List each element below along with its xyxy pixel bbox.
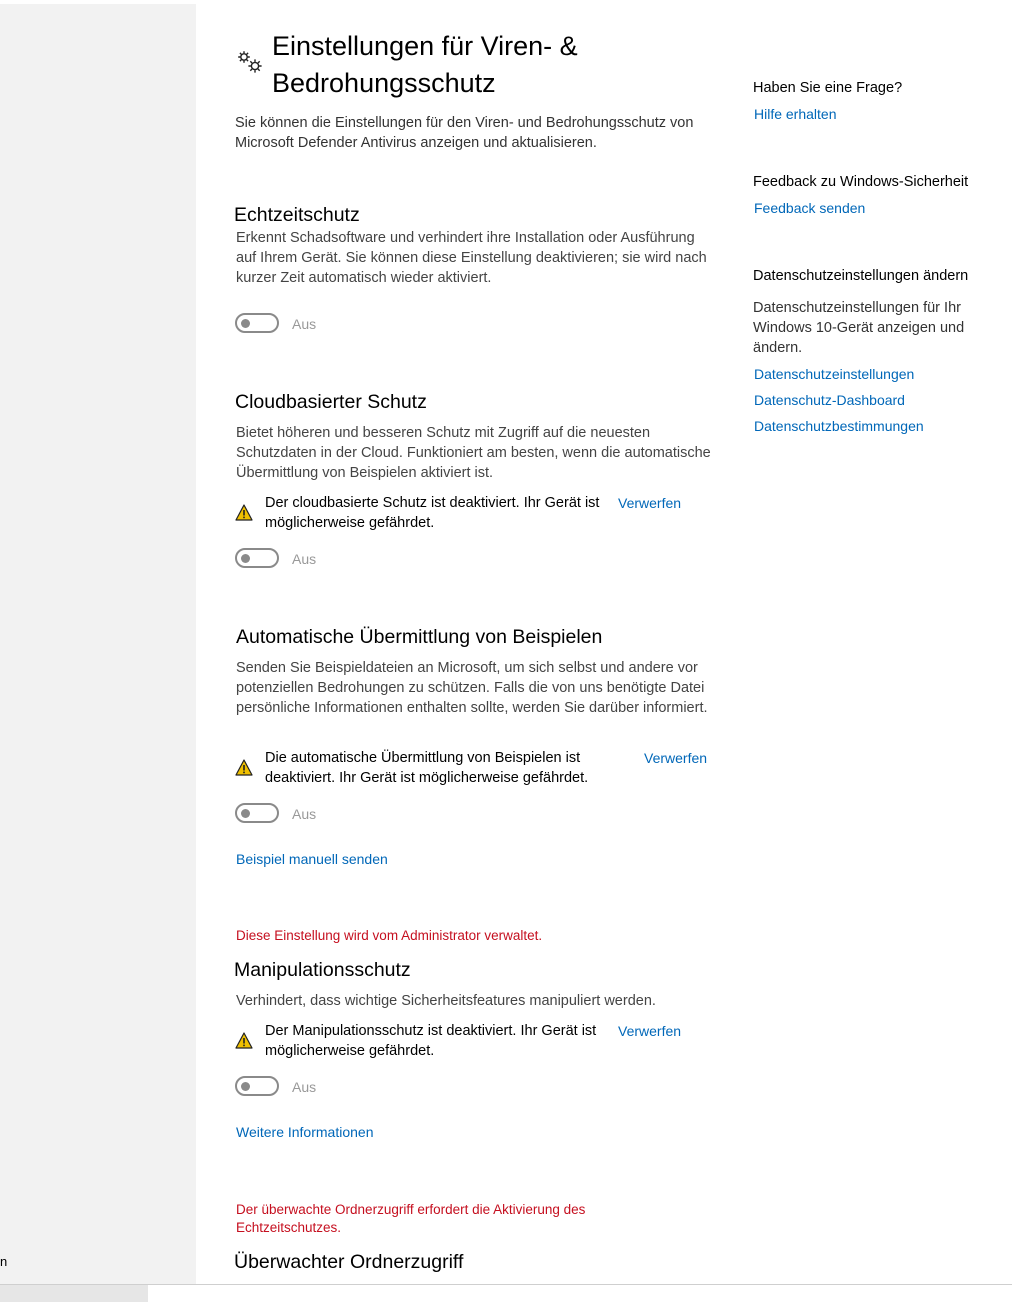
warning-icon xyxy=(235,1032,253,1049)
sample-submission-warning: Die automatische Übermittlung von Beispielen ist deaktiviert. Ihr Gerät ist möglicherweise gefährdet. xyxy=(265,750,589,786)
privacy-description: Datenschutzeinstellungen für Ihr Windows 10-Gerät anzeigen und ändern. xyxy=(753,300,965,356)
tamper-protection-toggle[interactable] xyxy=(235,1076,279,1096)
privacy-dashboard-link[interactable]: Datenschutz-Dashboard xyxy=(754,392,905,408)
cloud-protection-title: Cloudbasierter Schutz xyxy=(235,391,427,413)
navigation-sidebar xyxy=(0,4,196,1284)
question-heading: Haben Sie eine Frage? xyxy=(753,80,903,96)
realtime-protection-title: Echtzeitschutz xyxy=(234,204,360,226)
tamper-admin-note: Diese Einstellung wird vom Administrator verwaltet. xyxy=(236,928,543,943)
realtime-protection-toggle-state: Aus xyxy=(292,316,317,332)
get-help-link[interactable]: Hilfe erhalten xyxy=(754,106,837,122)
controlled-folder-access-title: Überwachter Ordnerzugriff xyxy=(234,1251,464,1273)
warning-icon xyxy=(235,759,253,776)
sample-submission-toggle[interactable] xyxy=(235,803,279,823)
gears-icon xyxy=(235,48,265,76)
sample-submission-description: Senden Sie Beispieldateien an Microsoft, um sich selbst und andere vor potenziellen Bedrohungen zu schützen. Falls die von uns benötigte Datei persönliche Informationen enthalten sollte, werden Sie darüber informiert. xyxy=(236,660,708,716)
toggle-knob xyxy=(241,809,250,818)
tamper-protection-dismiss-link[interactable]: Verwerfen xyxy=(618,1023,682,1039)
warning-icon xyxy=(235,504,253,521)
toggle-knob xyxy=(241,554,250,563)
sample-submission-dismiss-link[interactable]: Verwerfen xyxy=(644,750,708,766)
sample-submission-title: Automatische Übermittlung von Beispielen xyxy=(236,626,603,648)
page-description: Sie können die Einstellungen für den Viren- und Bedrohungsschutz von Microsoft Defender Antivirus anzeigen und aktualisieren. xyxy=(235,115,694,151)
sample-submission-toggle-state: Aus xyxy=(292,806,317,822)
cloud-protection-warning: Der cloudbasierte Schutz ist deaktiviert. Ihr Gerät ist möglicherweise gefährdet. xyxy=(265,495,600,531)
privacy-settings-link[interactable]: Datenschutzeinstellungen xyxy=(754,366,915,382)
more-information-link[interactable]: Weitere Informationen xyxy=(236,1124,374,1140)
main-content xyxy=(196,0,1012,1284)
toggle-knob xyxy=(241,319,250,328)
toggle-knob xyxy=(241,1082,250,1091)
cloud-protection-toggle-state: Aus xyxy=(292,551,317,567)
cloud-protection-dismiss-link[interactable]: Verwerfen xyxy=(618,495,682,511)
folder-access-admin-note: Der überwachte Ordnerzugriff erfordert die Aktivierung des Echtzeitschutzes. xyxy=(236,1202,586,1235)
bottom-bar-segment xyxy=(0,1285,148,1302)
tamper-protection-title: Manipulationsschutz xyxy=(234,959,411,981)
page-title: Einstellungen für Viren- & Bedrohungsschutz xyxy=(272,31,578,98)
feedback-heading: Feedback zu Windows-Sicherheit xyxy=(753,174,969,190)
tamper-protection-description: Verhindert, dass wichtige Sicherheitsfeatures manipuliert werden. xyxy=(236,993,656,1009)
privacy-statement-link[interactable]: Datenschutzbestimmungen xyxy=(754,418,924,434)
submit-sample-manually-link[interactable]: Beispiel manuell senden xyxy=(236,851,388,867)
cloud-protection-description: Bietet höheren und besseren Schutz mit Zugriff auf die neuesten Schutzdaten in der Cloud. Funktioniert am besten, wenn die automatische Übermittlung von Beispielen aktiviert ist. xyxy=(236,425,711,481)
privacy-heading: Datenschutzeinstellungen ändern xyxy=(753,268,969,284)
realtime-protection-toggle[interactable] xyxy=(235,313,279,333)
send-feedback-link[interactable]: Feedback senden xyxy=(754,200,866,216)
tamper-protection-toggle-state: Aus xyxy=(292,1079,317,1095)
window-bottom-edge xyxy=(0,1284,1012,1302)
sidebar-clipped-text: n xyxy=(0,1254,8,1269)
cloud-protection-toggle[interactable] xyxy=(235,548,279,568)
tamper-protection-warning: Der Manipulationsschutz ist deaktiviert. Ihr Gerät ist möglicherweise gefährdet. xyxy=(265,1023,597,1059)
realtime-protection-description: Erkennt Schadsoftware und verhindert ihre Installation oder Ausführung auf Ihrem Gerät. Sie können diese Einstellung deaktivieren; sie wird nach kurzer Zeit automatisch wieder aktiviert. xyxy=(236,230,707,286)
